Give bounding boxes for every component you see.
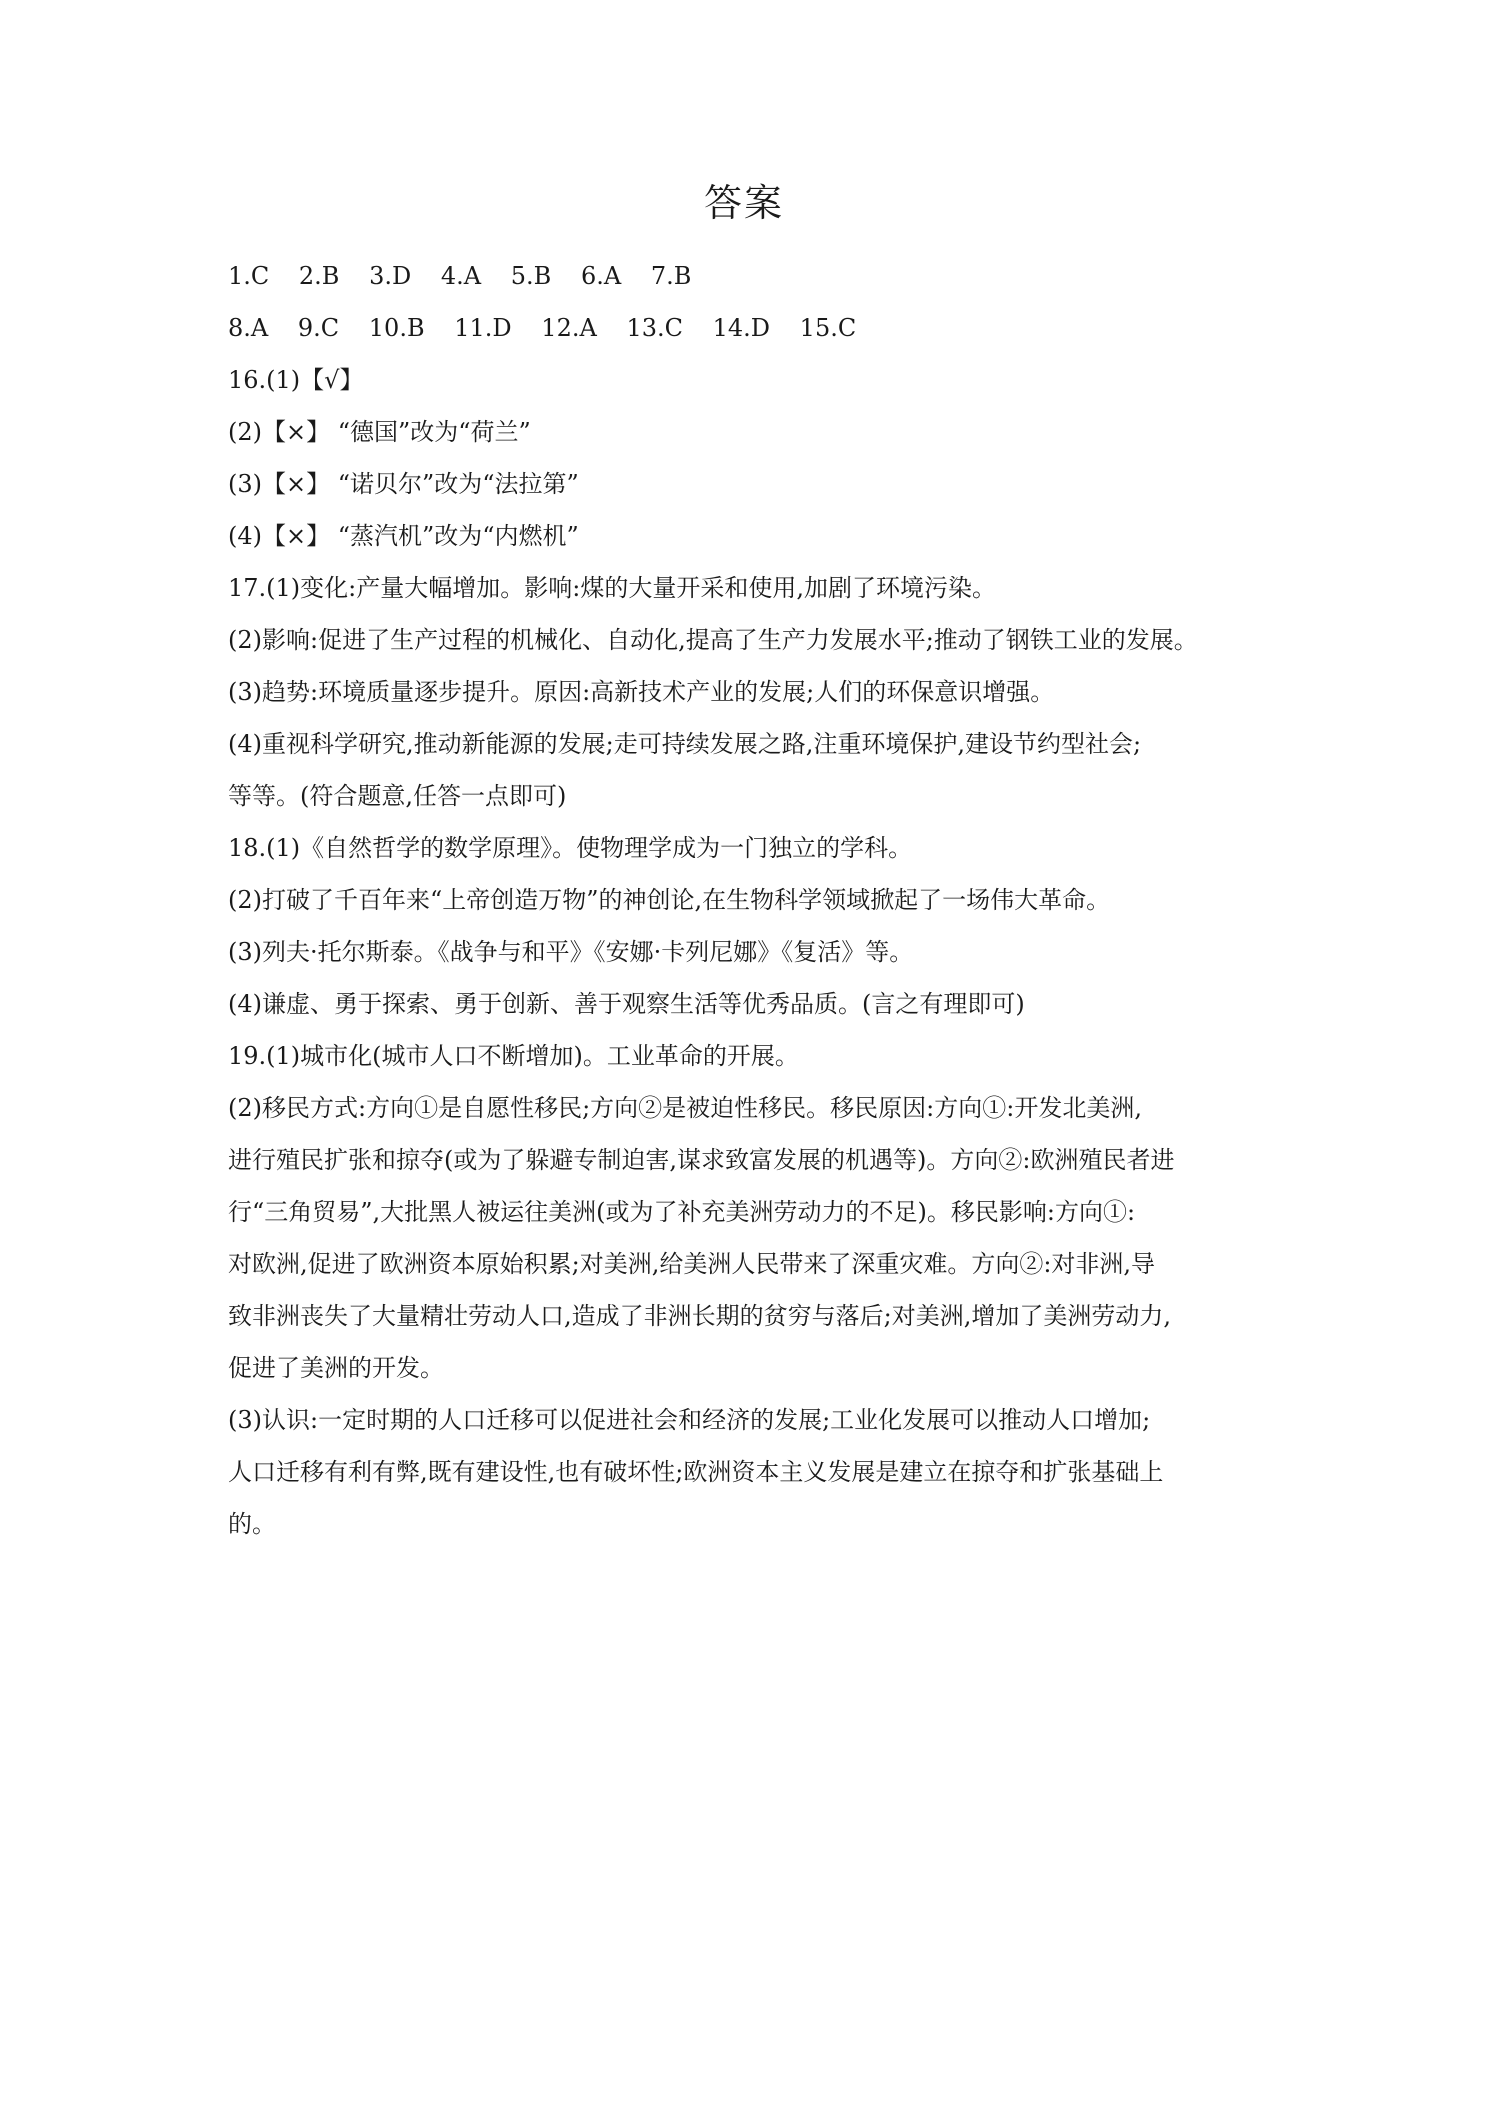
mc-answers-row-2	[228, 302, 1278, 354]
mc-answer: 2.B	[298, 262, 340, 290]
answer-line: (4)【×】 “蒸汽机”改为“内燃机”	[228, 522, 579, 550]
answer-line: 致非洲丧失了大量精壮劳动人口,造成了非洲长期的贫穷与落后;对美洲,增加了美洲劳动力,	[228, 1302, 1171, 1330]
answer-line: (4)重视科学研究,推动新能源的发展;走可持续发展之路,注重环境保护,建设节约型社会;	[228, 730, 1142, 758]
answer-line: 行“三角贸易”,大批黑人被运往美洲(或为了补充美洲劳动力的不足)。移民影响:方向①:	[228, 1198, 1136, 1226]
answer-line: (2)移民方式:方向①是自愿性移民;方向②是被迫性移民。移民原因:方向①:开发北美洲,	[228, 1094, 1142, 1122]
answer-line: 的。	[228, 1510, 276, 1538]
mc-answers-row-1	[228, 250, 1278, 302]
mc-answer: 4.A	[440, 262, 482, 290]
answer-line: (3)列夫·托尔斯泰。《战争与和平》《安娜·卡列尼娜》《复活》等。	[228, 938, 914, 966]
answer-line: (3)趋势:环境质量逐步提升。原因:高新技术产业的发展;人们的环保意识增强。	[228, 678, 1055, 706]
mc-answer: 12.A	[541, 314, 597, 342]
answer-line: (4)谦虚、勇于探索、勇于创新、善于观察生活等优秀品质。(言之有理即可)	[228, 990, 1025, 1018]
mc-answer: 1.C	[228, 262, 270, 290]
page-title: 答案	[703, 181, 784, 225]
answer-line: 等等。(符合题意,任答一点即可)	[228, 782, 567, 810]
mc-answer: 5.B	[510, 262, 552, 290]
answer-line: 16.(1)【√】	[228, 366, 364, 394]
answer-line: 17.(1)变化:产量大幅增加。影响:煤的大量开采和使用,加剧了环境污染。	[228, 574, 996, 602]
answer-line: 18.(1)《自然哲学的数学原理》。使物理学成为一门独立的学科。	[228, 834, 913, 862]
answer-line: (2)【×】 “德国”改为“荷兰”	[228, 418, 531, 446]
answer-line: (2)打破了千百年来“上帝创造万物”的神创论,在生物科学领域掀起了一场伟大革命。	[228, 886, 1111, 914]
mc-answer: 10.B	[368, 314, 425, 342]
mc-answer: 13.C	[626, 314, 683, 342]
mc-answer: 3.D	[369, 262, 412, 290]
mc-answer: 7.B	[650, 262, 692, 290]
answer-content	[228, 250, 1278, 1550]
mc-answer: 11.D	[454, 314, 512, 342]
answer-line: 进行殖民扩张和掠夺(或为了躲避专制迫害,谋求致富发展的机遇等)。方向②:欧洲殖民者进	[228, 1146, 1175, 1174]
answer-line: (2)影响:促进了生产过程的机械化、自动化,提高了生产力发展水平;推动了钢铁工业的发展。	[228, 626, 1198, 654]
mc-answer: 15.C	[799, 314, 857, 342]
answer-line: 人口迁移有利有弊,既有建设性,也有破坏性;欧洲资本主义发展是建立在掠夺和扩张基础上	[228, 1458, 1164, 1486]
mc-answer: 8.A	[228, 314, 269, 342]
mc-answer: 14.D	[712, 314, 771, 342]
answer-line: 对欧洲,促进了欧洲资本原始积累;对美洲,给美洲人民带来了深重灾难。方向②:对非洲,导	[228, 1250, 1156, 1278]
answer-line: 19.(1)城市化(城市人口不断增加)。工业革命的开展。	[228, 1042, 799, 1070]
mc-answer: 6.A	[580, 262, 622, 290]
answer-line: (3)【×】 “诺贝尔”改为“法拉第”	[228, 470, 579, 498]
answer-line: 促进了美洲的开发。	[228, 1354, 444, 1382]
mc-answer: 9.C	[297, 314, 340, 342]
answer-line: (3)认识:一定时期的人口迁移可以促进社会和经济的发展;工业化发展可以推动人口增加;	[228, 1406, 1151, 1434]
